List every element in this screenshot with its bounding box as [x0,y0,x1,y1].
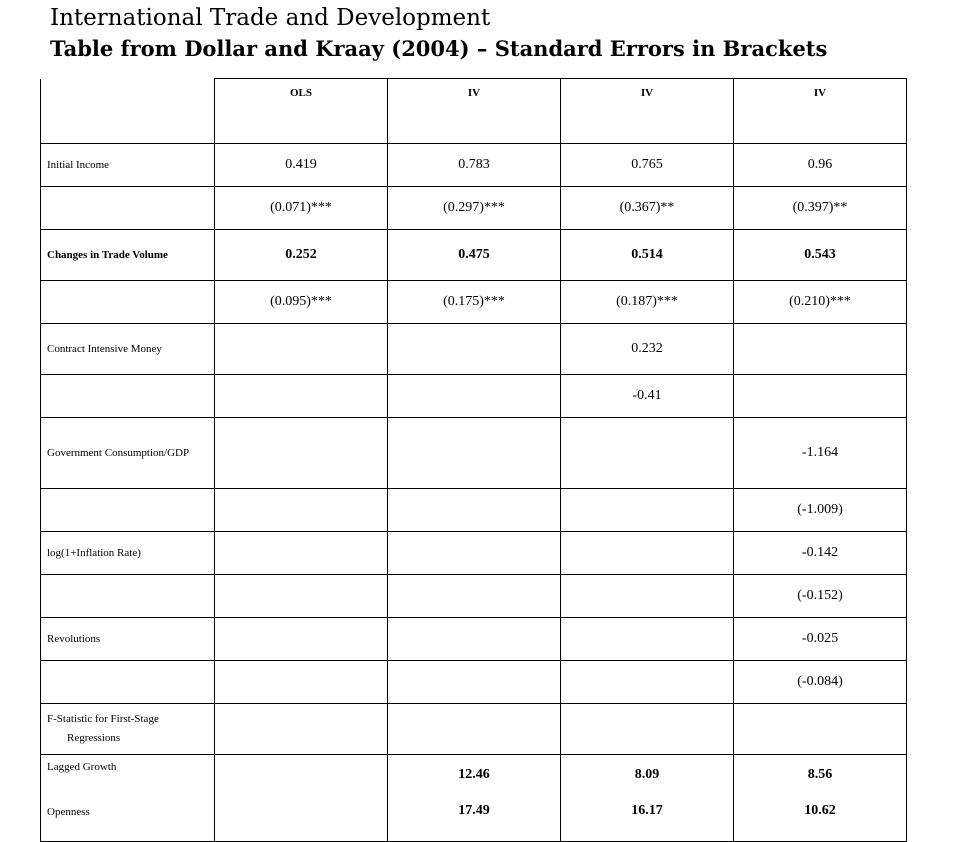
table-row [41,755,907,842]
table-cell: 0.96 [807,157,833,172]
table-row [41,187,907,230]
table-row [41,661,907,704]
table-row [41,575,907,618]
table-row [41,618,907,661]
table-cell: (0.297)*** [443,200,505,215]
row-label-inflation: log(1+Inflation Rate) [47,546,141,559]
table-cell: 0.232 [631,341,663,356]
table-row [41,704,907,755]
table-cell: 16.17 [631,803,663,818]
table-cell: (0.095)*** [270,294,332,309]
title-main: International Trade and Development [50,5,491,31]
table-cell: 17.49 [458,803,490,818]
table-row [41,324,907,375]
table-cell: (0.210)*** [789,294,851,309]
header-col-3: IV [561,79,734,144]
table-cell: (0.175)*** [443,294,505,309]
table-cell: -1.164 [801,445,839,460]
table-cell: -0.025 [801,631,839,646]
table-cell: (-0.152) [797,588,843,603]
row-label-gov-consumption: Government Consumption/GDP [47,446,190,459]
table-row [41,532,907,575]
table-row [41,281,907,324]
table-cell: -0.142 [801,545,839,560]
header-col-2: IV [388,79,561,144]
header-col-1: OLS [215,79,388,144]
table-cell: (-1.009) [797,502,843,517]
row-label-lagged-growth: Lagged Growth [47,761,117,773]
row-label-openness: Openness [47,806,90,818]
row-label-initial-income: Initial Income [47,158,110,171]
row-label-f-stat: F-Statistic for First-Stage Regressions [47,713,159,744]
header-col-4: IV [734,79,907,144]
table-cell: (0.367)** [619,200,675,215]
table-cell: 0.543 [804,247,836,262]
table-cell: (0.187)*** [616,294,678,309]
table-row [41,418,907,489]
table-cell: 8.56 [807,767,833,782]
slide-title [50,2,950,64]
table-cell: 0.783 [458,157,490,172]
table-cell: (0.397)** [792,200,848,215]
table-header-row [41,79,907,144]
table-row [41,489,907,532]
title-subtitle: Table from Dollar and Kraay (2004) – Standard Errors in Brackets [50,36,828,61]
table-cell: 0.475 [458,247,490,262]
row-label-contract-money: Contract Intensive Money [47,342,162,355]
table-cell: 0.252 [285,247,317,262]
table-cell: 0.765 [631,157,663,172]
table-row [41,144,907,187]
table-cell: 12.46 [458,767,490,782]
table-cell: -0.41 [632,388,662,403]
regression-table [40,78,907,842]
table-row [41,375,907,418]
row-label-trade-volume: Changes in Trade Volume [47,248,168,261]
table-cell: 10.62 [804,803,836,818]
table-cell: (-0.084) [797,674,843,689]
table-cell: (0.071)*** [270,200,332,215]
table-row [41,230,907,281]
header-empty-cell [41,79,215,144]
table-cell: 0.514 [631,247,663,262]
row-label-revolutions: Revolutions [47,632,101,645]
table-cell: 0.419 [285,157,317,172]
table-cell: 8.09 [634,767,660,782]
